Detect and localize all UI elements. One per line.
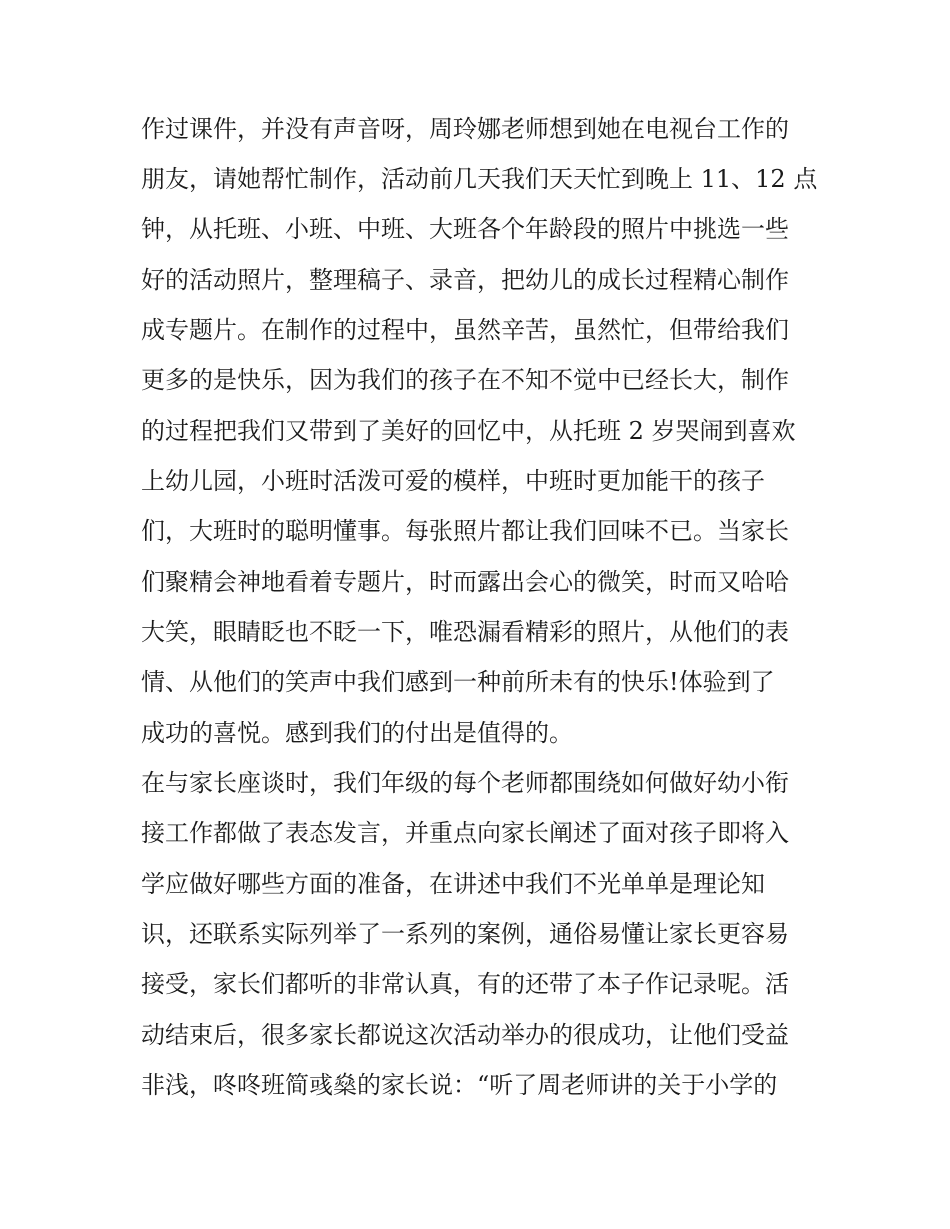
text-line: 朋友，请她帮忙制作，活动前几天我们天天忙到晚上 11、12 点: [141, 165, 818, 193]
text-line: 识，还联系实际列举了一系列的案例，通俗易懂让家长更容易: [141, 920, 789, 948]
text-line: 的过程把我们又带到了美好的回忆中，从托班 2 岁哭闹到喜欢: [141, 417, 796, 445]
text-line: 大笑，眼睛眨也不眨一下，唯恐漏看精彩的照片，从他们的表: [141, 618, 789, 646]
text-line: 接工作都做了表态发言，并重点向家长阐述了面对孩子即将入: [141, 819, 789, 847]
text-line: 更多的是快乐，因为我们的孩子在不知不觉中已经长大，制作: [141, 366, 789, 394]
text-line: 情、从他们的笑声中我们感到一种前所未有的快乐!体验到了: [141, 668, 775, 696]
text-line: 钟，从托班、小班、中班、大班各个年龄段的照片中挑选一些: [141, 215, 789, 243]
text-line: 成功的喜悦。感到我们的付出是值得的。: [141, 719, 573, 747]
text-line: 们，大班时的聪明懂事。每张照片都让我们回味不已。当家长: [141, 517, 789, 545]
text-line: 成专题片。在制作的过程中，虽然辛苦，虽然忙，但带给我们: [141, 316, 789, 344]
text-line: 好的活动照片，整理稿子、录音，把幼儿的成长过程精心制作: [141, 266, 789, 294]
text-line: 们聚精会神地看着专题片，时而露出会心的微笑，时而又哈哈: [141, 568, 789, 596]
text-line: 在与家长座谈时，我们年级的每个老师都围绕如何做好幼小衔: [141, 769, 789, 797]
text-line: 学应做好哪些方面的准备，在讲述中我们不光单单是理论知: [141, 870, 765, 898]
text-line: 上幼儿园，小班时活泼可爱的模样，中班时更加能干的孩子: [141, 467, 765, 495]
text-line: 作过课件，并没有声音呀，周玲娜老师想到她在电视台工作的: [141, 115, 789, 143]
text-line: 动结束后，很多家长都说这次活动举办的很成功，让他们受益: [141, 1021, 789, 1049]
text-line: 非浅，咚咚班简彧燊的家长说：“听了周老师讲的关于小学的: [141, 1071, 778, 1099]
text-line: 接受，家长们都听的非常认真，有的还带了本子作记录呢。活: [141, 970, 789, 998]
